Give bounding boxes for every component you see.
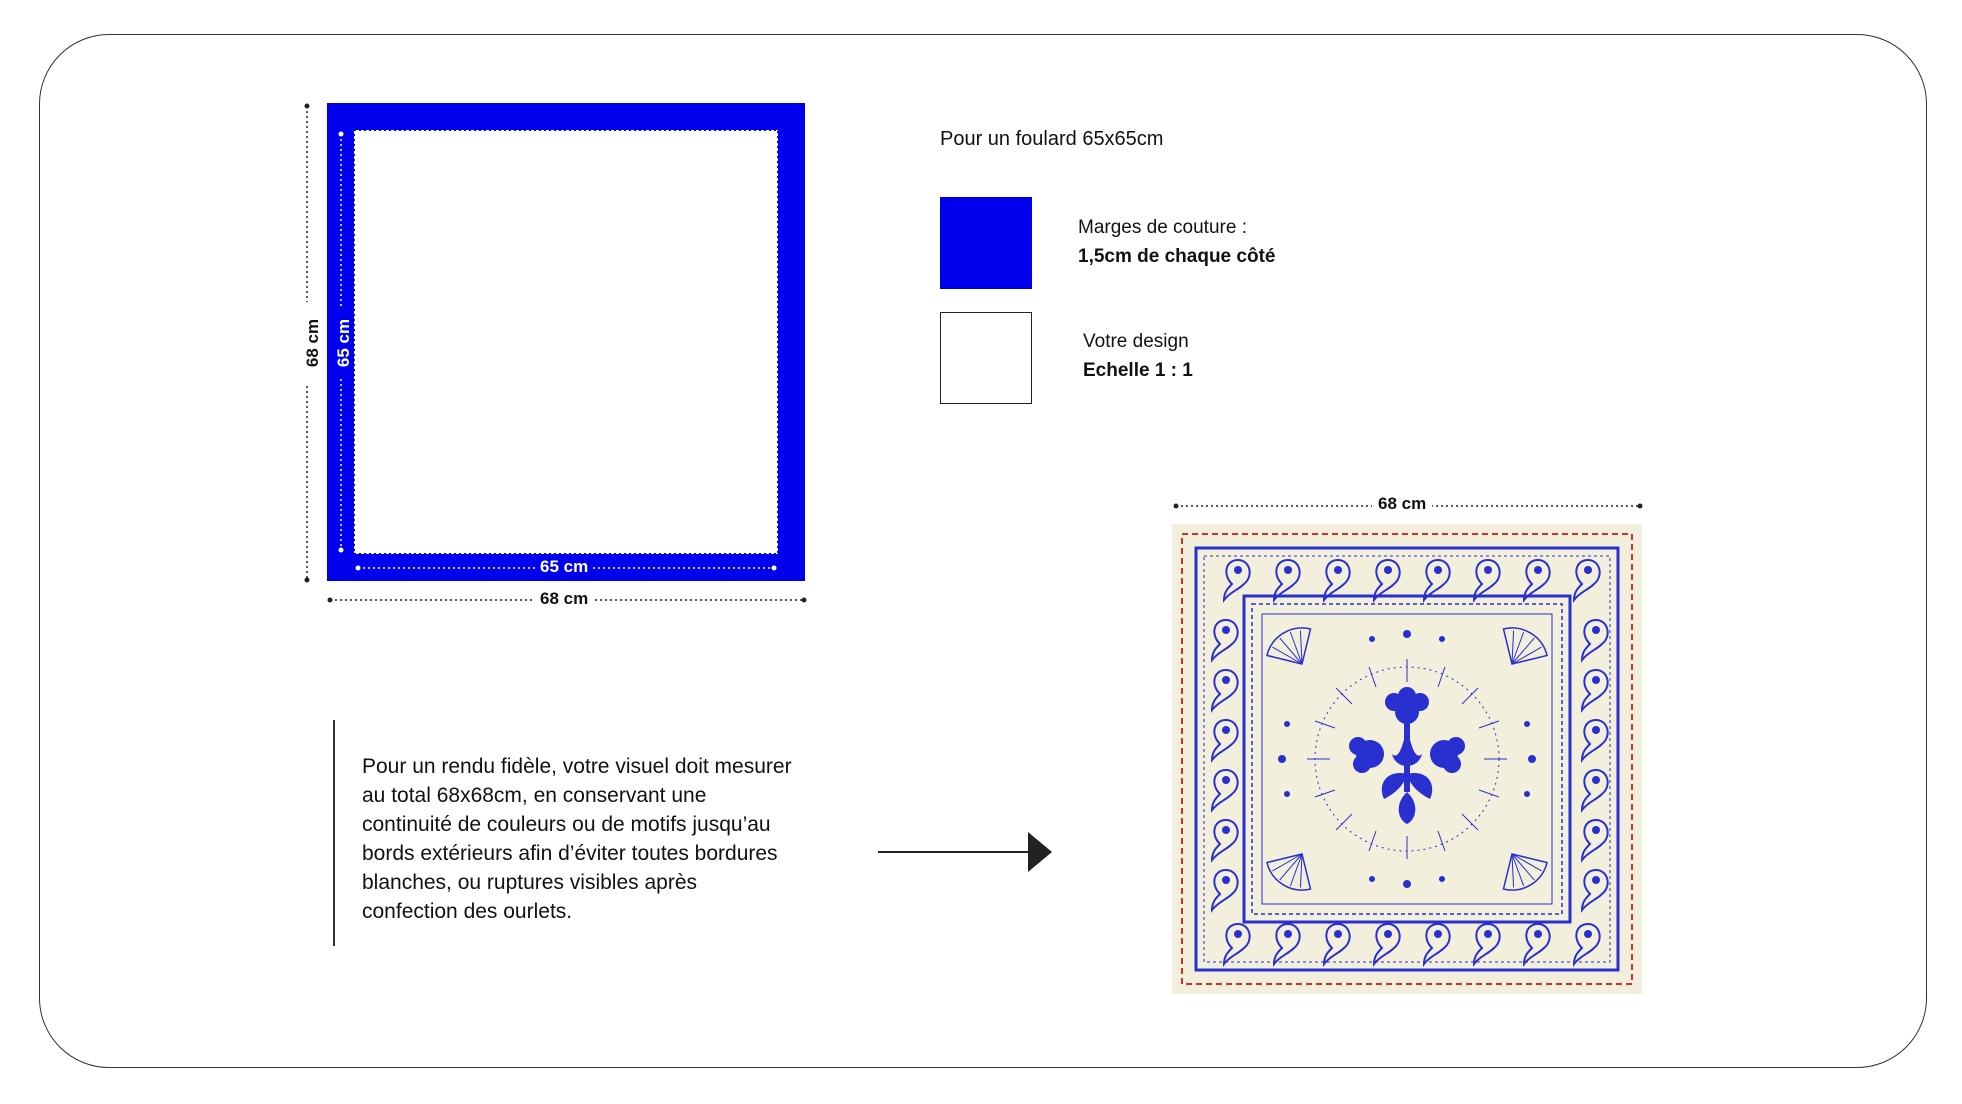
design-area [354,130,778,554]
design-swatch [940,312,1032,404]
inner-height-label: 65 cm [334,309,354,377]
note-divider [333,720,335,946]
outer-width-label: 68 cm [534,589,594,609]
inner-width-label: 65 cm [536,557,592,577]
seam-margin-detail: 1,5cm de chaque côté [1078,246,1276,267]
seam-margin-label: Marges de couture : [1078,217,1247,238]
seam-margin-swatch [940,197,1032,289]
seam-margin-legend [1078,213,1275,271]
legend-title: Pour un foulard 65x65cm [940,128,1164,150]
example-width-label: 68 cm [1372,494,1432,514]
design-label: Votre design [1083,331,1189,352]
outer-height-label: 68 cm [303,302,323,384]
floral-scarf-pattern [1172,524,1642,994]
instruction-note: Pour un rendu fidèle, votre visuel doit mesurer au total 68x68cm, en conservant une continuité de couleurs ou de motifs jusqu’au bords extérieurs afin d’éviter toutes bordures blanches, ou ruptures visibles après confection des ourlets. [362,755,792,923]
design-legend [1083,327,1193,385]
arrow-right-icon [878,832,1052,872]
design-scale: Echelle 1 : 1 [1083,360,1193,381]
